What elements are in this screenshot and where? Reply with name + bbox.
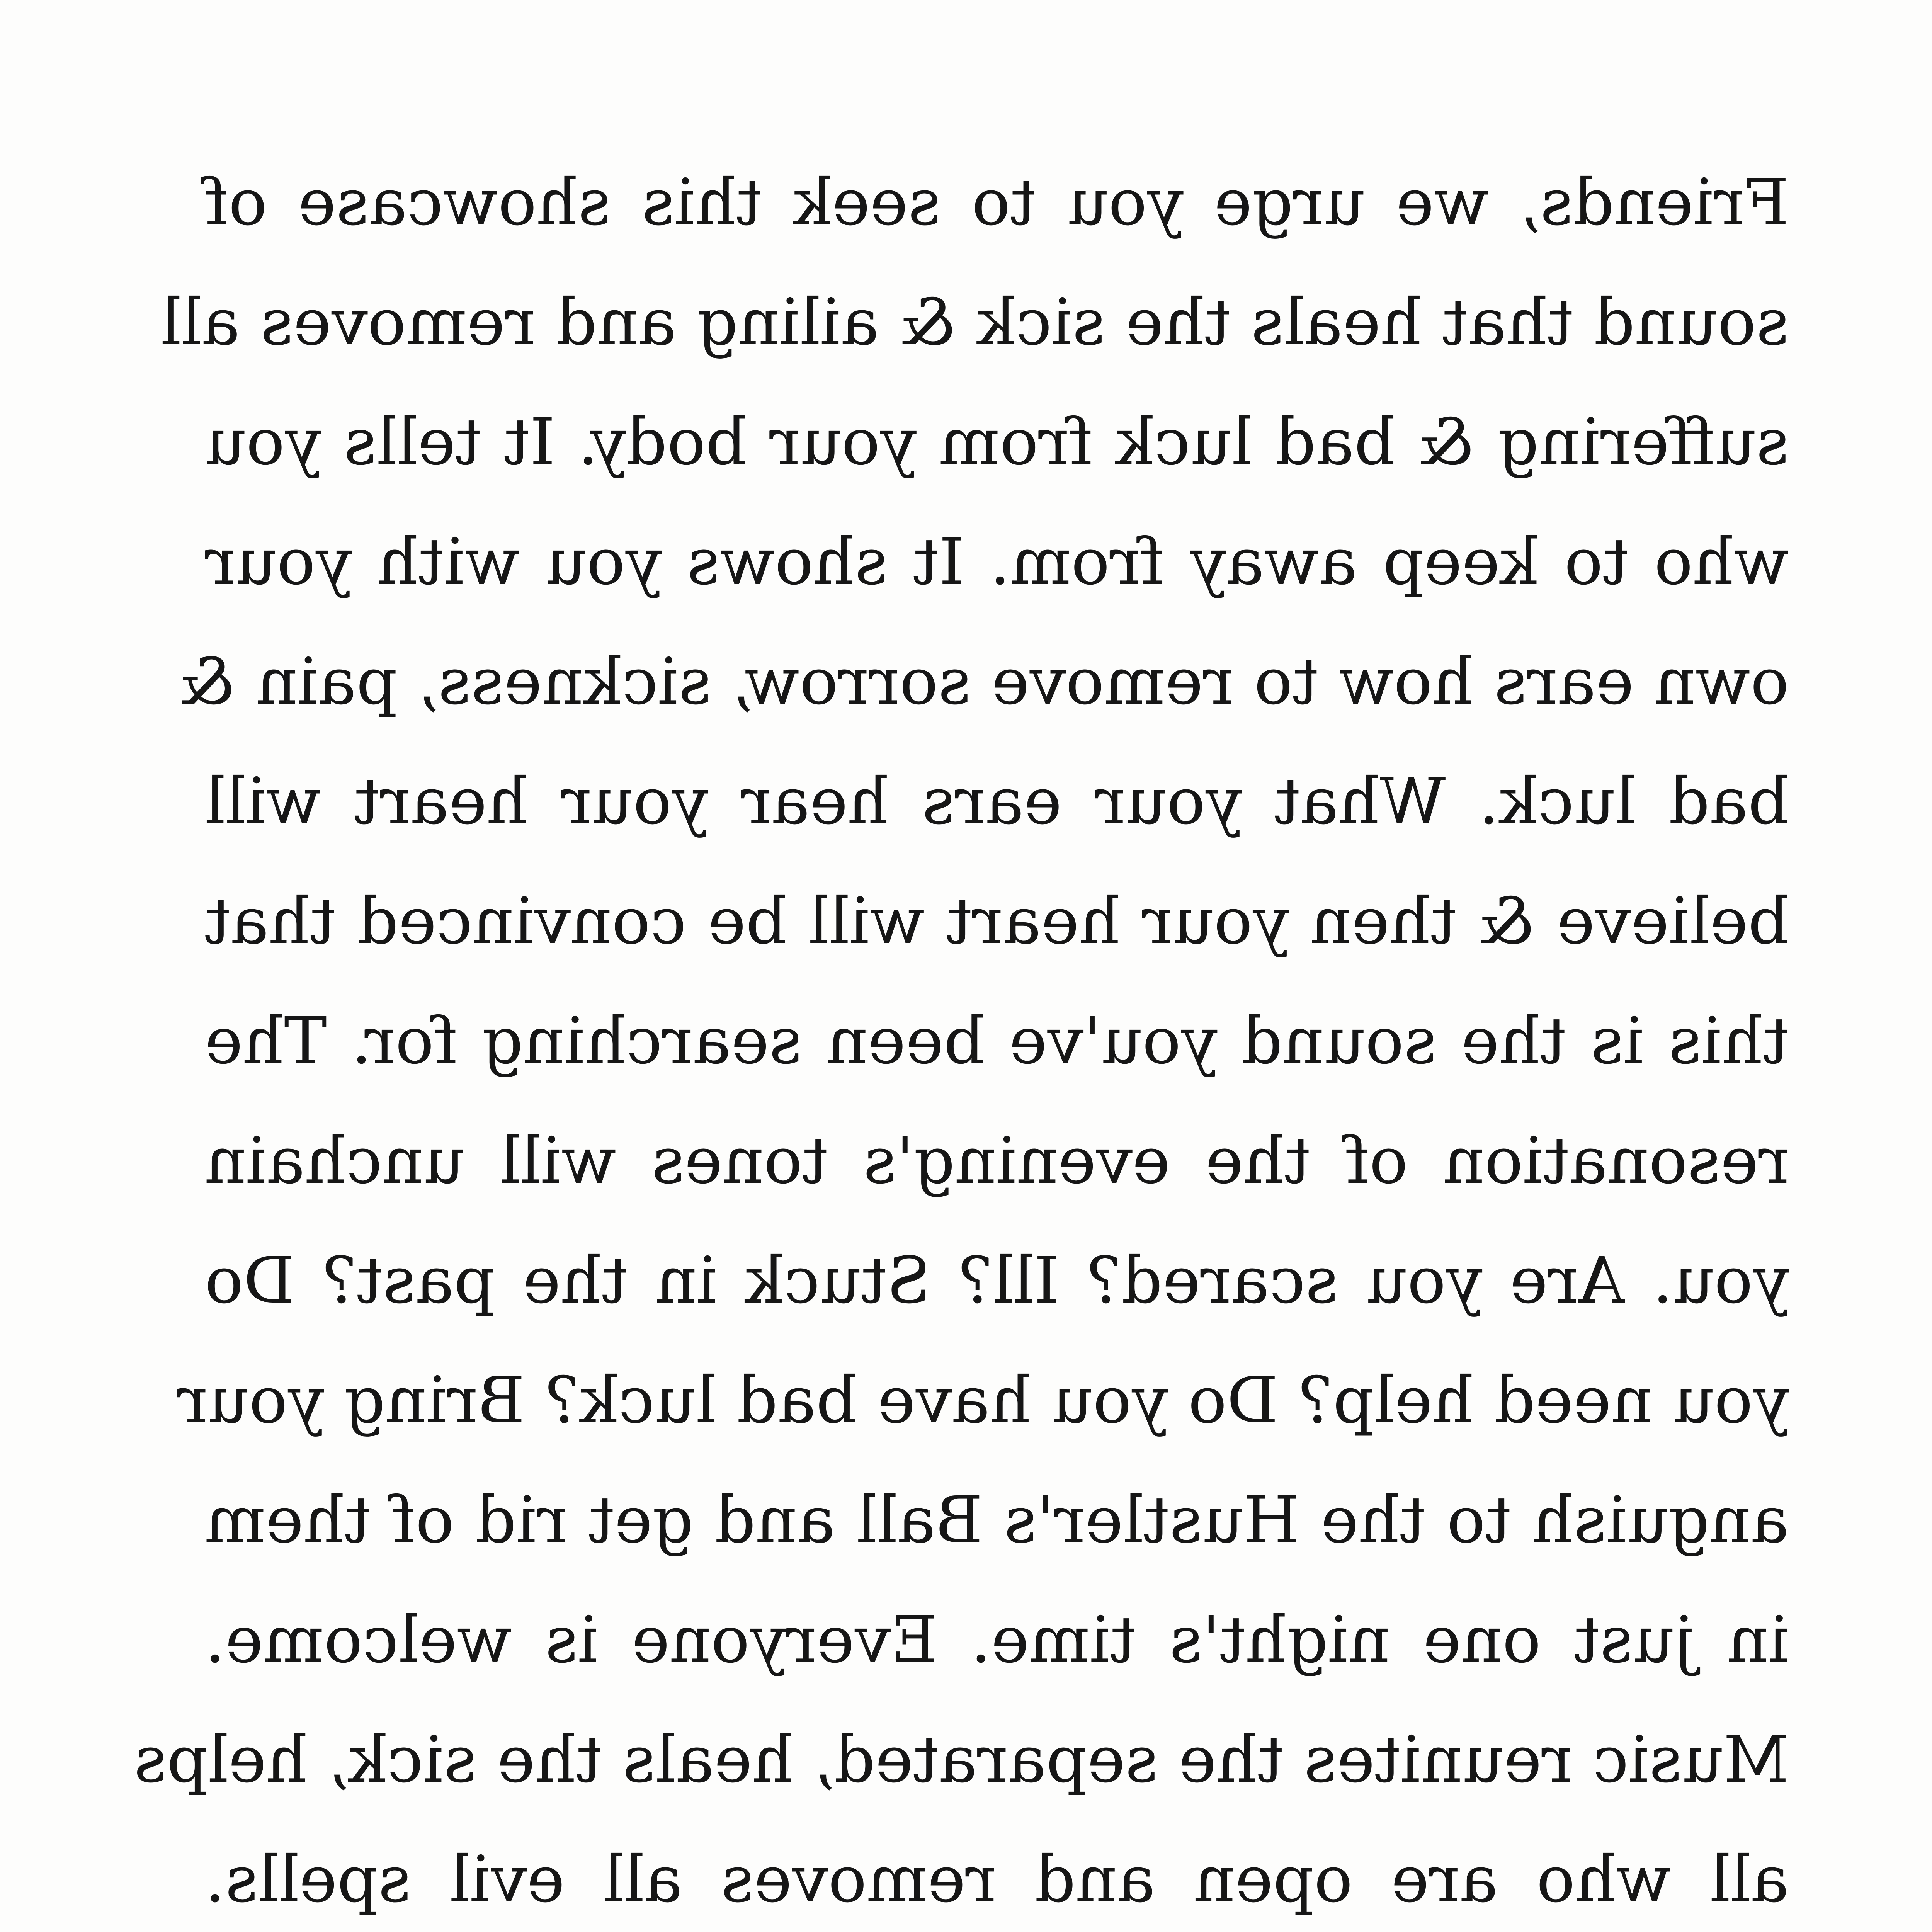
body-line: all who are open and removes all evil spells. (205, 1842, 1789, 1917)
body-line: Friends, we urge you to seek this showcase of (205, 165, 1789, 240)
body-line: suffering & bad luck from your body. It tells you (205, 405, 1789, 480)
body-line: resonation of the evening's tones will unchain (205, 1124, 1789, 1198)
flyer-body-text (134, 143, 1789, 1932)
body-line: you need help? Do you have bad luck? Bring your (177, 1363, 1789, 1438)
body-line: you. Are you scared? Ill? Stuck in the past? Do (205, 1243, 1789, 1318)
body-line: sound that heals the sick & ailing and removes all (160, 285, 1789, 360)
body-line: bad luck. What your ears hear your heart will (205, 764, 1789, 839)
body-line: believe & then your heart will be convinced that (205, 884, 1789, 959)
body-line: this is the sound you've been searching for. The (205, 1004, 1789, 1078)
body-line: own ears how to remove sorrow, sickness, pain & (179, 645, 1789, 719)
body-line: anguish to the Hustler's Ball and get rid of them (205, 1483, 1789, 1558)
body-line: in just one night's time. Everyone is welcome. (205, 1603, 1789, 1677)
body-line: who to keep away from. It shows you with your (205, 525, 1789, 599)
body-line: Music reunites the separated, heals the sick, helps (134, 1723, 1789, 1797)
